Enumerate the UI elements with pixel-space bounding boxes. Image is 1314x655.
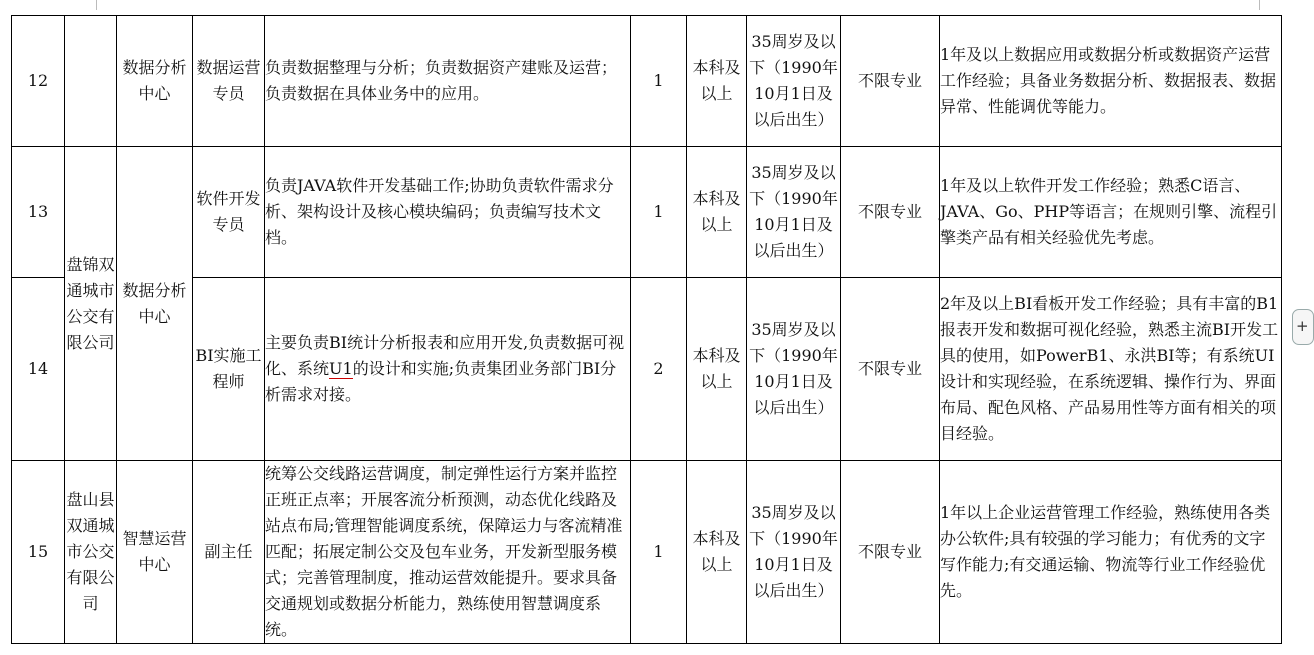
requirements-cell: 2年及以上BI看板开发工作经验；具有丰富的B1报表开发和数据可视化经验，熟悉主流BI开发工具的使用，如PowerB1、永洪BI等；有系统UI设计和实现经验，在系统逻辑、操作行为、界面布局、配色风格、产品易用性等方面有相关的项目经验。: [940, 278, 1282, 461]
requirements-cell: 1年及以上数据应用或数据分析或数据资产运营工作经验；具备业务数据分析、数据报表、数据异常、性能调优等能力。: [940, 16, 1282, 147]
duties-cell: 负责JAVA软件开发基础工作;协助负责软件需求分析、架构设计及核心模块编码；负责编写技术文档。: [265, 147, 631, 278]
position-cell: BI实施工程师: [193, 278, 265, 461]
major-cell: 不限专业: [841, 278, 940, 461]
education-cell: 本科及以上: [687, 278, 747, 461]
table-row: [12, 461, 1282, 644]
department-cell: 智慧运营中心: [117, 461, 193, 644]
duties-text-u1: U1: [329, 359, 353, 378]
company-cell: 盘山县双通城市公交有限公司: [65, 461, 117, 644]
table-row: [12, 147, 1282, 278]
row-number: 13: [12, 147, 65, 278]
plus-icon: +: [1296, 317, 1309, 335]
requirements-cell: 1年及以上软件开发工作经验；熟悉C语言、JAVA、Go、PHP等语言；在规则引擎、流程引擎类产品有相关经验优先考虑。: [940, 147, 1282, 278]
duties-cell: 负责数据整理与分析；负责数据资产建账及运营；负责数据在具体业务中的应用。: [265, 16, 631, 147]
duties-cell: 统筹公交线路运营调度，制定弹性运行方案并监控正班正点率；开展客流分析预测，动态优化线路及站点布局;管理智能调度系统，保障运力与客流精准匹配；拓展定制公交及包车业务，开发新型服务模式；完善管理制度，推动运营效能提升。要求具备交通规划或数据分析能力，熟练使用智慧调度系统。: [265, 461, 631, 644]
education-cell: 本科及以上: [687, 16, 747, 147]
position-cell: 软件开发专员: [193, 147, 265, 278]
headcount-cell: 1: [631, 16, 687, 147]
table-row: [12, 278, 1282, 461]
age-cell: 35周岁及以下（1990年10月1日及以后出生）: [747, 16, 841, 147]
education-cell: 本科及以上: [687, 461, 747, 644]
duties-text: 主要负责BI统计分析报表和应用开发,负责数据可视化、系统: [265, 333, 625, 378]
table-row: [12, 16, 1282, 147]
headcount-cell: 1: [631, 461, 687, 644]
major-cell: 不限专业: [841, 147, 940, 278]
row-number: 12: [12, 16, 65, 147]
duties-text: 的设计和实施;负责集团业务部门BI分析需求对接。: [265, 359, 617, 404]
department-cell: 数据分析中心: [117, 147, 193, 461]
page-corner-mark: [96, 0, 97, 10]
page-corner-mark: [1259, 0, 1260, 10]
requirements-cell: 1年以上企业运营管理工作经验，熟练使用各类办公软件;具有较强的学习能力；有优秀的文字写作能力;有交通运输、物流等行业工作经验优先。: [940, 461, 1282, 644]
position-cell: 数据运营专员: [193, 16, 265, 147]
headcount-cell: 1: [631, 147, 687, 278]
company-cell: 盘锦双通城市公交有限公司: [65, 147, 117, 461]
recruitment-table: [11, 15, 1282, 644]
page-top-edge: [0, 0, 1304, 16]
row-number: 15: [12, 461, 65, 644]
headcount-cell: 2: [631, 278, 687, 461]
age-cell: 35周岁及以下（1990年10月1日及以后出生）: [747, 278, 841, 461]
major-cell: 不限专业: [841, 16, 940, 147]
company-cell: [65, 16, 117, 147]
age-cell: 35周岁及以下（1990年10月1日及以后出生）: [747, 147, 841, 278]
row-number: 14: [12, 278, 65, 461]
major-cell: 不限专业: [841, 461, 940, 644]
duties-cell: [265, 278, 631, 461]
education-cell: 本科及以上: [687, 147, 747, 278]
department-cell: 数据分析中心: [117, 16, 193, 147]
age-cell: 35周岁及以下（1990年10月1日及以后出生）: [747, 461, 841, 644]
position-cell: 副主任: [193, 461, 265, 644]
expand-side-tab[interactable]: [1292, 309, 1314, 345]
